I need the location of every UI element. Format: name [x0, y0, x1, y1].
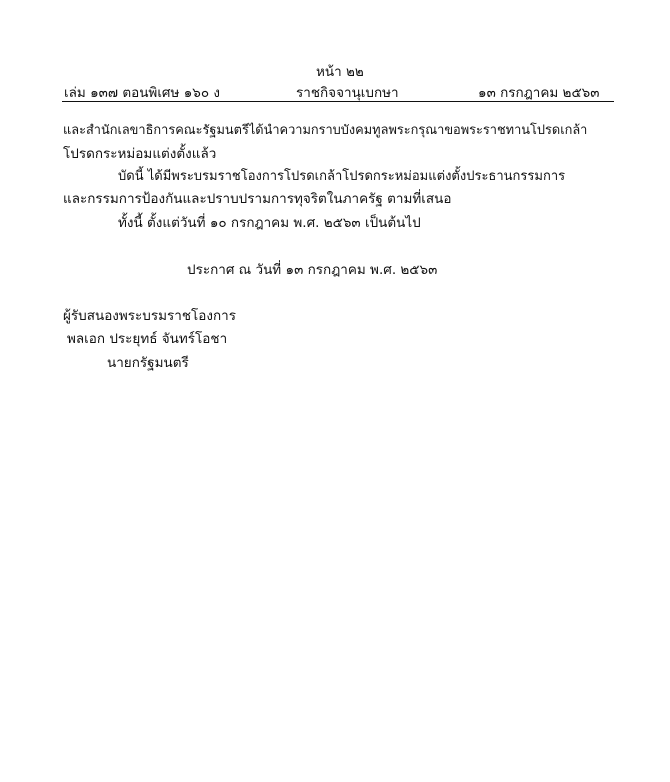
publication-title: ราชกิจจานุเบกษา [296, 85, 399, 101]
paragraph-2-line-2: และกรรมการป้องกันและปราบปรามการทุจริตในภาครัฐ ตามที่เสนอ [63, 191, 452, 207]
signatory-title: นายกรัฐมนตรี [107, 355, 189, 371]
signatory-name: พลเอก ประยุทธ์ จันทร์โอชา [67, 331, 228, 347]
volume-info: เล่ม ๑๓๗ ตอนพิเศษ ๑๖๐ ง [64, 85, 220, 101]
countersign-role: ผู้รับสนองพระบรมราชโองการ [63, 308, 236, 324]
page-number: หน้า ๒๒ [316, 64, 364, 80]
announcement-date: ประกาศ ณ วันที่ ๑๓ กรกฎาคม พ.ศ. ๒๕๖๓ [187, 262, 438, 278]
paragraph-1-line-2: โปรดกระหม่อมแต่งตั้งแล้ว [63, 146, 217, 162]
paragraph-2-line-1: บัดนี้ ได้มีพระบรมราชโองการโปรดเกล้าโปรดกระหม่อมแต่งตั้งประธานกรรมการ [118, 169, 566, 184]
paragraph-1-line-1: และสำนักเลขาธิการคณะรัฐมนตรีได้นำความกราบบังคมทูลพระกรุณาขอพระราชทานโปรดเกล้า [63, 123, 588, 138]
header-divider [62, 101, 614, 102]
paragraph-3: ทั้งนี้ ตั้งแต่วันที่ ๑๐ กรกฎาคม พ.ศ. ๒๕๖๓ เป็นต้นไป [118, 215, 421, 231]
publication-date: ๑๓ กรกฎาคม ๒๕๖๓ [478, 85, 600, 101]
